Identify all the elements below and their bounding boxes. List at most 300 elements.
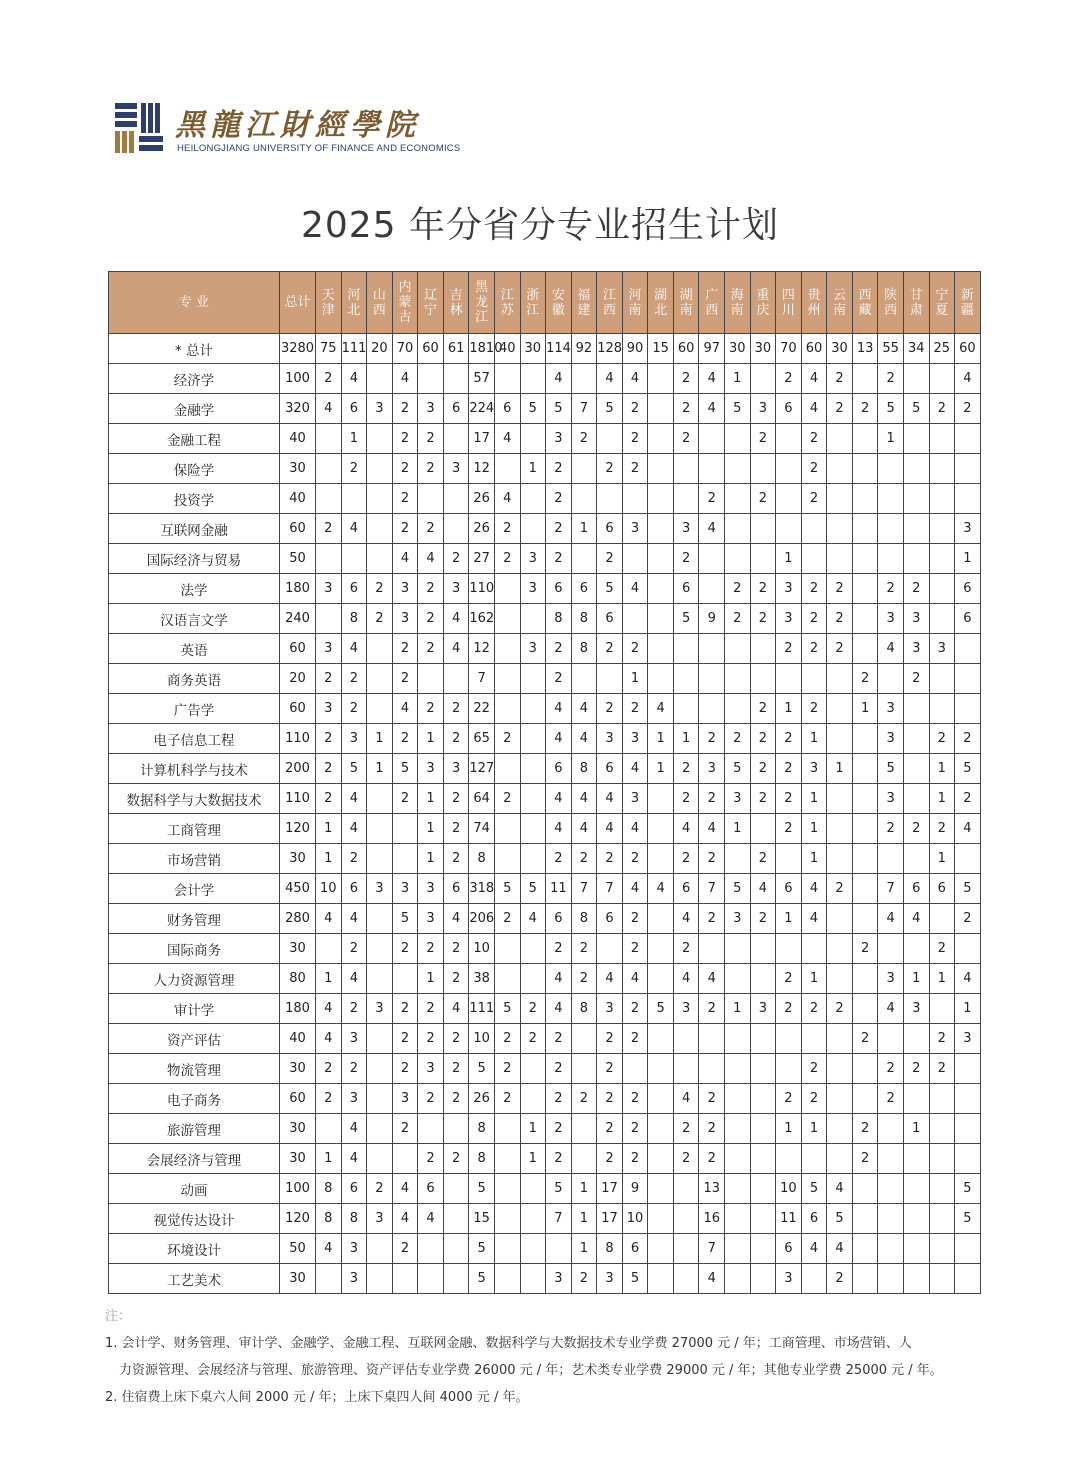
quota-cell: 2 bbox=[929, 1054, 955, 1084]
table-row bbox=[109, 334, 981, 364]
quota-cell bbox=[929, 604, 955, 634]
quota-cell: 2 bbox=[776, 1084, 802, 1114]
quota-cell: 1 bbox=[903, 1114, 929, 1144]
quota-cell: 2 bbox=[622, 1144, 648, 1174]
quota-cell: 1 bbox=[929, 754, 955, 784]
header-major: 专 业 bbox=[109, 272, 280, 334]
table-row bbox=[109, 514, 981, 544]
notes-label: 注： bbox=[105, 1309, 132, 1324]
quota-cell: 2 bbox=[878, 814, 904, 844]
quota-cell: 2 bbox=[673, 844, 699, 874]
quota-cell: 1 bbox=[622, 664, 648, 694]
header-region: 福建 bbox=[571, 272, 597, 334]
quota-cell: 2 bbox=[750, 694, 776, 724]
quota-cell bbox=[673, 1024, 699, 1054]
quota-cell bbox=[750, 1144, 776, 1174]
quota-cell bbox=[520, 844, 546, 874]
header-region: 贵州 bbox=[801, 272, 827, 334]
quota-cell bbox=[494, 1234, 520, 1264]
quota-cell: 2 bbox=[494, 904, 520, 934]
quota-cell: 2 bbox=[929, 934, 955, 964]
quota-cell: 1 bbox=[418, 964, 444, 994]
quota-cell bbox=[494, 364, 520, 394]
quota-cell: 4 bbox=[801, 874, 827, 904]
quota-cell bbox=[443, 1264, 469, 1294]
quota-cell: 2 bbox=[776, 724, 802, 754]
quota-cell bbox=[903, 1204, 929, 1234]
quota-cell bbox=[929, 484, 955, 514]
quota-cell: 2 bbox=[571, 934, 597, 964]
quota-cell bbox=[903, 1084, 929, 1114]
quota-cell: 1 bbox=[316, 844, 342, 874]
quota-cell: 2 bbox=[673, 754, 699, 784]
quota-cell bbox=[955, 664, 981, 694]
quota-cell bbox=[827, 544, 853, 574]
quota-cell: 2 bbox=[316, 664, 342, 694]
header-region: 江西 bbox=[597, 272, 623, 334]
quota-cell: 3 bbox=[622, 784, 648, 814]
quota-cell bbox=[725, 694, 751, 724]
quota-cell: 3 bbox=[776, 604, 802, 634]
quota-cell: 3 bbox=[878, 964, 904, 994]
table-row bbox=[109, 424, 981, 454]
quota-cell: 6 bbox=[546, 904, 572, 934]
quota-cell: 1 bbox=[520, 1114, 546, 1144]
quota-cell bbox=[776, 1024, 802, 1054]
total-cell: 110 bbox=[280, 724, 316, 754]
quota-cell bbox=[801, 1024, 827, 1054]
quota-cell: 2 bbox=[955, 904, 981, 934]
quota-cell: 4 bbox=[520, 904, 546, 934]
quota-cell bbox=[367, 1114, 393, 1144]
table-row bbox=[109, 1264, 981, 1294]
quota-cell: 3 bbox=[622, 724, 648, 754]
quota-cell: 2 bbox=[903, 1054, 929, 1084]
table-row bbox=[109, 994, 981, 1024]
quota-cell: 2 bbox=[571, 1084, 597, 1114]
total-cell: 60 bbox=[280, 514, 316, 544]
total-cell: 30 bbox=[280, 844, 316, 874]
quota-cell: 2 bbox=[725, 724, 751, 754]
quota-cell: 3 bbox=[367, 874, 393, 904]
quota-cell: 2 bbox=[750, 484, 776, 514]
quota-cell bbox=[673, 1204, 699, 1234]
major-name-cell: 金融学 bbox=[109, 394, 280, 424]
quota-cell bbox=[776, 844, 802, 874]
quota-cell bbox=[571, 364, 597, 394]
total-cell: 120 bbox=[280, 814, 316, 844]
quota-cell bbox=[955, 1144, 981, 1174]
quota-cell: 60 bbox=[673, 334, 699, 364]
quota-cell: 2 bbox=[673, 424, 699, 454]
quota-cell: 2 bbox=[418, 994, 444, 1024]
quota-cell: 3 bbox=[367, 994, 393, 1024]
quota-cell: 4 bbox=[699, 394, 725, 424]
quota-cell: 7 bbox=[597, 874, 623, 904]
quota-cell bbox=[597, 934, 623, 964]
quota-cell bbox=[648, 1084, 674, 1114]
quota-cell bbox=[520, 1204, 546, 1234]
quota-cell: 2 bbox=[443, 1024, 469, 1054]
quota-cell: 1 bbox=[520, 1144, 546, 1174]
quota-cell bbox=[367, 1084, 393, 1114]
quota-cell bbox=[852, 1084, 878, 1114]
quota-cell bbox=[878, 484, 904, 514]
total-cell: 180 bbox=[280, 574, 316, 604]
quota-cell: 2 bbox=[494, 724, 520, 754]
quota-cell bbox=[648, 1144, 674, 1174]
quota-cell bbox=[648, 1234, 674, 1264]
quota-cell bbox=[750, 1174, 776, 1204]
quota-cell bbox=[494, 454, 520, 484]
quota-cell bbox=[316, 934, 342, 964]
quota-cell bbox=[750, 1204, 776, 1234]
major-name-cell: 环境设计 bbox=[109, 1234, 280, 1264]
quota-cell bbox=[852, 874, 878, 904]
quota-cell: 2 bbox=[597, 1024, 623, 1054]
quota-cell: 1 bbox=[801, 784, 827, 814]
quota-cell: 1 bbox=[827, 754, 853, 784]
quota-cell bbox=[903, 934, 929, 964]
quota-cell bbox=[494, 694, 520, 724]
quota-cell: 3 bbox=[418, 394, 444, 424]
quota-cell bbox=[392, 1264, 418, 1294]
quota-cell: 2 bbox=[316, 784, 342, 814]
quota-cell bbox=[699, 424, 725, 454]
quota-cell: 2 bbox=[597, 844, 623, 874]
quota-cell: 10 bbox=[776, 1174, 802, 1204]
quota-cell: 8 bbox=[469, 1114, 495, 1144]
quota-cell bbox=[852, 994, 878, 1024]
major-name-cell: * 总计 bbox=[109, 334, 280, 364]
quota-cell: 4 bbox=[597, 964, 623, 994]
quota-cell: 20 bbox=[367, 334, 393, 364]
quota-cell bbox=[520, 664, 546, 694]
quota-cell bbox=[367, 1024, 393, 1054]
quota-cell: 1 bbox=[367, 754, 393, 784]
quota-cell bbox=[699, 664, 725, 694]
quota-cell: 2 bbox=[801, 424, 827, 454]
quota-cell: 1 bbox=[852, 694, 878, 724]
quota-cell bbox=[878, 1234, 904, 1264]
quota-cell: 5 bbox=[494, 874, 520, 904]
quota-cell: 4 bbox=[955, 364, 981, 394]
quota-cell bbox=[367, 664, 393, 694]
quota-cell bbox=[776, 934, 802, 964]
quota-cell bbox=[418, 1114, 444, 1144]
quota-cell: 97 bbox=[699, 334, 725, 364]
quota-cell: 4 bbox=[699, 964, 725, 994]
quota-cell bbox=[878, 1024, 904, 1054]
quota-cell: 2 bbox=[418, 694, 444, 724]
header-region: 甘肃 bbox=[903, 272, 929, 334]
quota-cell: 3 bbox=[597, 994, 623, 1024]
quota-cell bbox=[955, 484, 981, 514]
quota-cell bbox=[725, 1264, 751, 1294]
quota-cell: 2 bbox=[392, 454, 418, 484]
quota-cell bbox=[443, 364, 469, 394]
quota-cell bbox=[776, 1144, 802, 1174]
quota-cell bbox=[494, 964, 520, 994]
quota-cell: 6 bbox=[597, 604, 623, 634]
quota-cell: 1 bbox=[418, 814, 444, 844]
quota-cell bbox=[929, 1084, 955, 1114]
quota-cell bbox=[852, 724, 878, 754]
quota-cell: 1 bbox=[418, 844, 444, 874]
quota-cell: 5 bbox=[597, 394, 623, 424]
quota-cell: 1810 bbox=[469, 334, 495, 364]
quota-cell: 3 bbox=[341, 724, 367, 754]
quota-cell: 2 bbox=[852, 1144, 878, 1174]
quota-cell: 2 bbox=[494, 1084, 520, 1114]
quota-cell: 8 bbox=[469, 1144, 495, 1174]
major-name-cell: 广告学 bbox=[109, 694, 280, 724]
quota-cell: 2 bbox=[903, 814, 929, 844]
quota-cell: 4 bbox=[546, 694, 572, 724]
quota-cell: 1 bbox=[725, 364, 751, 394]
quota-cell: 2 bbox=[418, 1144, 444, 1174]
quota-cell bbox=[955, 454, 981, 484]
quota-cell: 4 bbox=[316, 994, 342, 1024]
quota-cell: 74 bbox=[469, 814, 495, 844]
quota-cell: 1 bbox=[725, 814, 751, 844]
quota-cell bbox=[725, 1054, 751, 1084]
quota-cell bbox=[750, 364, 776, 394]
quota-cell bbox=[750, 934, 776, 964]
quota-cell bbox=[852, 544, 878, 574]
total-cell: 40 bbox=[280, 424, 316, 454]
quota-cell: 2 bbox=[801, 1084, 827, 1114]
quota-cell: 224 bbox=[469, 394, 495, 424]
quota-cell: 6 bbox=[341, 1174, 367, 1204]
quota-cell: 6 bbox=[597, 754, 623, 784]
quota-cell: 70 bbox=[392, 334, 418, 364]
table-row bbox=[109, 814, 981, 844]
quota-cell bbox=[443, 664, 469, 694]
quota-cell: 8 bbox=[571, 604, 597, 634]
quota-cell bbox=[443, 1114, 469, 1144]
table-row bbox=[109, 964, 981, 994]
quota-cell: 1 bbox=[776, 904, 802, 934]
quota-cell bbox=[494, 1144, 520, 1174]
quota-cell: 8 bbox=[571, 904, 597, 934]
quota-cell: 10 bbox=[469, 1024, 495, 1054]
quota-cell bbox=[852, 634, 878, 664]
quota-cell bbox=[955, 1114, 981, 1144]
quota-cell bbox=[852, 424, 878, 454]
total-cell: 3280 bbox=[280, 334, 316, 364]
quota-cell: 2 bbox=[546, 484, 572, 514]
major-name-cell: 互联网金融 bbox=[109, 514, 280, 544]
quota-cell: 2 bbox=[699, 484, 725, 514]
quota-cell: 6 bbox=[341, 394, 367, 424]
quota-cell bbox=[852, 814, 878, 844]
quota-cell: 1 bbox=[776, 694, 802, 724]
quota-cell bbox=[648, 634, 674, 664]
quota-cell: 8 bbox=[341, 1204, 367, 1234]
quota-cell bbox=[648, 664, 674, 694]
quota-cell: 11 bbox=[776, 1204, 802, 1234]
quota-cell: 2 bbox=[699, 844, 725, 874]
quota-cell: 6 bbox=[955, 574, 981, 604]
quota-cell: 2 bbox=[622, 424, 648, 454]
total-cell: 120 bbox=[280, 1204, 316, 1234]
quota-cell: 5 bbox=[955, 1174, 981, 1204]
quota-cell: 128 bbox=[597, 334, 623, 364]
quota-cell: 5 bbox=[725, 754, 751, 784]
quota-cell: 4 bbox=[699, 514, 725, 544]
quota-cell: 25 bbox=[929, 334, 955, 364]
quota-cell: 1 bbox=[571, 514, 597, 544]
quota-cell: 2 bbox=[367, 1174, 393, 1204]
quota-cell bbox=[725, 1114, 751, 1144]
quota-cell bbox=[725, 514, 751, 544]
quota-cell bbox=[750, 544, 776, 574]
quota-cell: 111 bbox=[341, 334, 367, 364]
quota-cell: 5 bbox=[341, 754, 367, 784]
header-region: 云南 bbox=[827, 272, 853, 334]
quota-cell bbox=[648, 1264, 674, 1294]
quota-cell: 3 bbox=[903, 604, 929, 634]
total-cell: 50 bbox=[280, 544, 316, 574]
quota-cell: 3 bbox=[955, 1024, 981, 1054]
quota-cell: 2 bbox=[673, 784, 699, 814]
table-row bbox=[109, 364, 981, 394]
quota-cell: 2 bbox=[418, 1084, 444, 1114]
major-name-cell: 资产评估 bbox=[109, 1024, 280, 1054]
quota-cell: 3 bbox=[546, 1264, 572, 1294]
quota-cell bbox=[648, 1204, 674, 1234]
quota-cell bbox=[520, 964, 546, 994]
quota-cell: 2 bbox=[418, 454, 444, 484]
quota-cell bbox=[852, 604, 878, 634]
quota-cell bbox=[699, 634, 725, 664]
quota-cell bbox=[316, 424, 342, 454]
quota-cell bbox=[725, 484, 751, 514]
major-name-cell: 审计学 bbox=[109, 994, 280, 1024]
quota-cell: 5 bbox=[878, 394, 904, 424]
header-region: 天津 bbox=[316, 272, 342, 334]
quota-cell bbox=[750, 1114, 776, 1144]
quota-cell bbox=[597, 664, 623, 694]
major-name-cell: 计算机科学与技术 bbox=[109, 754, 280, 784]
quota-cell bbox=[571, 484, 597, 514]
quota-cell: 6 bbox=[673, 574, 699, 604]
quota-cell bbox=[903, 364, 929, 394]
quota-cell: 10 bbox=[622, 1204, 648, 1234]
quota-cell: 8 bbox=[571, 634, 597, 664]
quota-cell bbox=[316, 604, 342, 634]
quota-cell bbox=[367, 784, 393, 814]
quota-cell: 3 bbox=[725, 784, 751, 814]
quota-cell: 2 bbox=[725, 574, 751, 604]
quota-cell: 5 bbox=[955, 874, 981, 904]
quota-cell: 2 bbox=[392, 784, 418, 814]
quota-cell bbox=[827, 424, 853, 454]
quota-cell bbox=[341, 544, 367, 574]
major-name-cell: 国际经济与贸易 bbox=[109, 544, 280, 574]
quota-cell: 3 bbox=[878, 694, 904, 724]
quota-cell bbox=[827, 904, 853, 934]
quota-cell bbox=[852, 1264, 878, 1294]
quota-cell: 27 bbox=[469, 544, 495, 574]
quota-cell: 3 bbox=[443, 454, 469, 484]
quota-cell: 3 bbox=[341, 1234, 367, 1264]
quota-cell bbox=[827, 1084, 853, 1114]
quota-cell: 2 bbox=[776, 364, 802, 394]
quota-cell: 60 bbox=[955, 334, 981, 364]
quota-cell bbox=[878, 1114, 904, 1144]
quota-cell: 2 bbox=[546, 934, 572, 964]
quota-cell: 2 bbox=[776, 994, 802, 1024]
table-row bbox=[109, 454, 981, 484]
quota-cell: 5 bbox=[673, 604, 699, 634]
table-row bbox=[109, 874, 981, 904]
quota-cell bbox=[648, 814, 674, 844]
quota-cell: 2 bbox=[750, 904, 776, 934]
quota-cell: 3 bbox=[903, 634, 929, 664]
page-title: 2025 年分省分专业招生计划 bbox=[300, 205, 780, 246]
quota-cell: 2 bbox=[571, 424, 597, 454]
table-row bbox=[109, 904, 981, 934]
header-region: 河北 bbox=[341, 272, 367, 334]
quota-cell: 5 bbox=[546, 394, 572, 424]
logo-english-name: HEILONGJIANG UNIVERSITY OF FINANCE AND ECONOMICS bbox=[177, 143, 461, 154]
quota-cell bbox=[929, 694, 955, 724]
quota-cell: 2 bbox=[392, 514, 418, 544]
quota-cell bbox=[903, 484, 929, 514]
quota-cell bbox=[520, 724, 546, 754]
major-name-cell: 会计学 bbox=[109, 874, 280, 904]
quota-cell bbox=[367, 1264, 393, 1294]
quota-cell bbox=[801, 934, 827, 964]
quota-cell: 17 bbox=[469, 424, 495, 454]
quota-cell: 2 bbox=[776, 634, 802, 664]
quota-cell: 1 bbox=[955, 544, 981, 574]
table-row bbox=[109, 694, 981, 724]
quota-cell: 3 bbox=[750, 394, 776, 424]
total-cell: 60 bbox=[280, 1084, 316, 1114]
quota-cell bbox=[852, 904, 878, 934]
quota-cell bbox=[520, 1054, 546, 1084]
quota-cell bbox=[367, 934, 393, 964]
quota-cell: 2 bbox=[699, 1114, 725, 1144]
total-cell: 60 bbox=[280, 634, 316, 664]
quota-cell: 5 bbox=[955, 1204, 981, 1234]
quota-cell: 2 bbox=[622, 904, 648, 934]
quota-cell bbox=[852, 364, 878, 394]
quota-cell bbox=[750, 1264, 776, 1294]
quota-cell bbox=[367, 364, 393, 394]
total-cell: 30 bbox=[280, 454, 316, 484]
quota-cell: 4 bbox=[571, 784, 597, 814]
quota-cell: 4 bbox=[443, 994, 469, 1024]
quota-cell: 1 bbox=[648, 724, 674, 754]
quota-cell: 3 bbox=[725, 904, 751, 934]
quota-cell bbox=[776, 454, 802, 484]
quota-cell: 4 bbox=[341, 964, 367, 994]
quota-cell bbox=[827, 1114, 853, 1144]
quota-cell: 2 bbox=[750, 844, 776, 874]
quota-cell: 2 bbox=[546, 544, 572, 574]
quota-cell: 17 bbox=[597, 1204, 623, 1234]
quota-cell bbox=[750, 814, 776, 844]
quota-cell bbox=[520, 364, 546, 394]
quota-cell: 2 bbox=[443, 844, 469, 874]
quota-cell: 2 bbox=[443, 694, 469, 724]
quota-cell: 2 bbox=[443, 1084, 469, 1114]
quota-cell: 2 bbox=[392, 634, 418, 664]
